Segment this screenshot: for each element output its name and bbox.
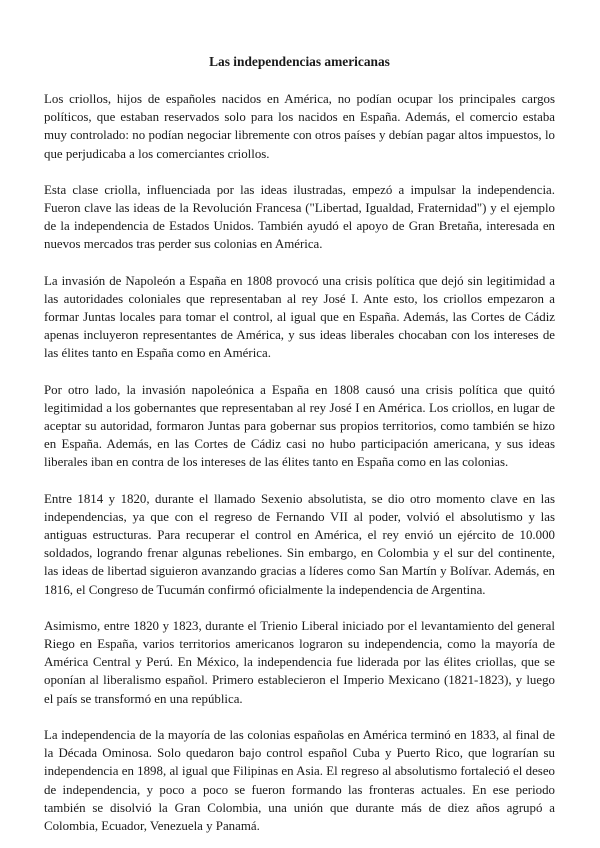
paragraph-criollos: Los criollos, hijos de españoles nacidos en América, no podían ocupar los principales cargos políticos, que estaban reservados solo para los nacidos en España. Además, el comercio estaba muy controlado: no podían negociar libremente con otros países y debían pagar altos impuestos, lo que perjudicaba a los comerciantes criollos. xyxy=(44,92,555,161)
paragraph-decada-ominosa: La independencia de la mayoría de las colonias españolas en América terminó en 1833, al final de la Década Ominosa. Solo quedaron bajo control español Cuba y Puerto Rico, que lograrían su independencia en 1898, al igual que Filipinas en Asia. El regreso al absolutismo fortaleció el deseo de independencia, y poco a poco se fueron formando las fronteras actuales. En ese periodo también se disolvió la Gran Colombia, una unión que durante más de diez años agrupó a Colombia, Ecuador, Venezuela y Panamá. xyxy=(44,727,555,833)
paragraph-invasion-napoleon: La invasión de Napoleón a España en 1808 provocó una crisis política que dejó sin legitimidad a las autoridades coloniales que representaban al rey José I. Ante esto, los criollos empezaron a formar Juntas locales para tomar el control, al igual que en España. Además, las Cortes de Cádiz apenas incluyeron representantes de América, y sus ideas liberales chocaban con los intereses de las élites tanto en España como en América. xyxy=(44,273,555,361)
document-page xyxy=(44,53,555,835)
paragraph-invasion-napoleonica: Por otro lado, la invasión napoleónica a España en 1808 causó una crisis política que quitó legitimidad a los gobernantes que representaban al rey José I en América. Los criollos, en lugar de aceptar su autoridad, formaron Juntas para gobernar sus propios territorios, como también se hizo en España. Además, en las Cortes de Cádiz casi no hubo participación americana, y sus ideas liberales iban en contra de los intereses de las élites tanto en España como en las colonias. xyxy=(44,382,555,470)
paragraph-ideas-ilustradas: Esta clase criolla, influenciada por las ideas ilustradas, empezó a impulsar la independencia. Fueron clave las ideas de la Revolución Francesa ("Libertad, Igualdad, Fraternidad") y el ejemplo de la independencia de Estados Unidos. También ayudó el apoyo de Gran Bretaña, interesada en nuevos mercados tras perder sus colonias en América. xyxy=(44,182,555,252)
page-title: Las independencias americanas xyxy=(209,54,390,69)
paragraph-trienio-liberal: Asimismo, entre 1820 y 1823, durante el Trienio Liberal iniciado por el levantamiento del general Riego en España, varios territorios americanos lograron su independencia, como la mayoría de América Central y Perú. En México, la independencia fue liderada por las élites criollas, que se oponían al liberalismo español. Primero establecieron el Imperio Mexicano (1821-1823), y luego el país se transformó en una república. xyxy=(44,618,555,706)
paragraph-sexenio-absolutista: Entre 1814 y 1820, durante el llamado Sexenio absolutista, se dio otro momento clave en las independencias, ya que con el regreso de Fernando VII al poder, volvió el absolutismo y las antiguas estructuras. Para recuperar el control en América, el rey envió un ejército de 10.000 soldados, logrando frenar algunas rebeliones. Sin embargo, en Colombia y el sur del continente, las ideas de libertad siguieron avanzando gracias a líderes como San Martín y Bolívar. Además, en 1816, el Congreso de Tucumán confirmó oficialmente la independencia de Argentina. xyxy=(44,491,555,597)
